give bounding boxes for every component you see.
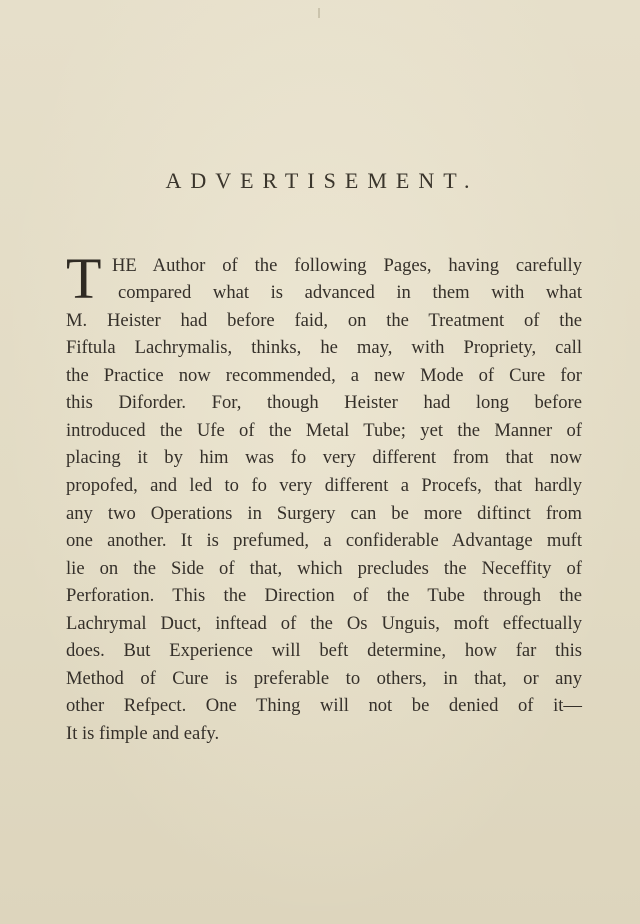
text-line-14: Lachrymal Duct, inftead of the Os Unguis, moft effectually — [66, 613, 582, 634]
text-line-18: It is fimple and eafy. — [66, 723, 220, 744]
text-line-10: any two Operations in Surgery can be more diftinct from — [66, 503, 582, 524]
text-line-3: M. Heister had before faid, on the Treatment of the — [66, 310, 582, 331]
text-line-8: placing it by him was fo very different from that now — [66, 447, 582, 468]
text-line-17: other Refpect. One Thing will not be denied of it— — [66, 695, 582, 716]
text-line-6: this Diforder. For, though Heister had long before — [66, 392, 582, 413]
text-line-4: Fiftula Lachrymalis, thinks, he may, with Propriety, call — [66, 337, 582, 358]
text-line-9: propofed, and led to fo very different a Procefs, that hardly — [66, 475, 582, 496]
text-line-13: Perforation. This the Direction of the Tube through the — [66, 585, 582, 606]
page-heading: ADVERTISEMENT. — [165, 168, 479, 193]
drop-cap: T — [66, 246, 102, 311]
text-line-12: lie on the Side of that, which precludes the Neceffity of — [66, 558, 582, 579]
text-line-11: one another. It is prefumed, a confiderable Advantage muft — [66, 530, 582, 551]
text-line-16: Method of Cure is preferable to others, in that, or any — [66, 668, 582, 689]
text-line-15: does. But Experience will beft determine, how far this — [66, 640, 582, 661]
text-line-5: the Practice now recommended, a new Mode of Cure for — [66, 365, 582, 386]
page-mark — [318, 8, 320, 18]
text-line-7: introduced the Ufe of the Metal Tube; yet the Manner of — [66, 420, 582, 441]
text-line-2: compared what is advanced in them with what — [118, 282, 582, 303]
text-line-1: HE Author of the following Pages, having carefully — [112, 255, 582, 276]
